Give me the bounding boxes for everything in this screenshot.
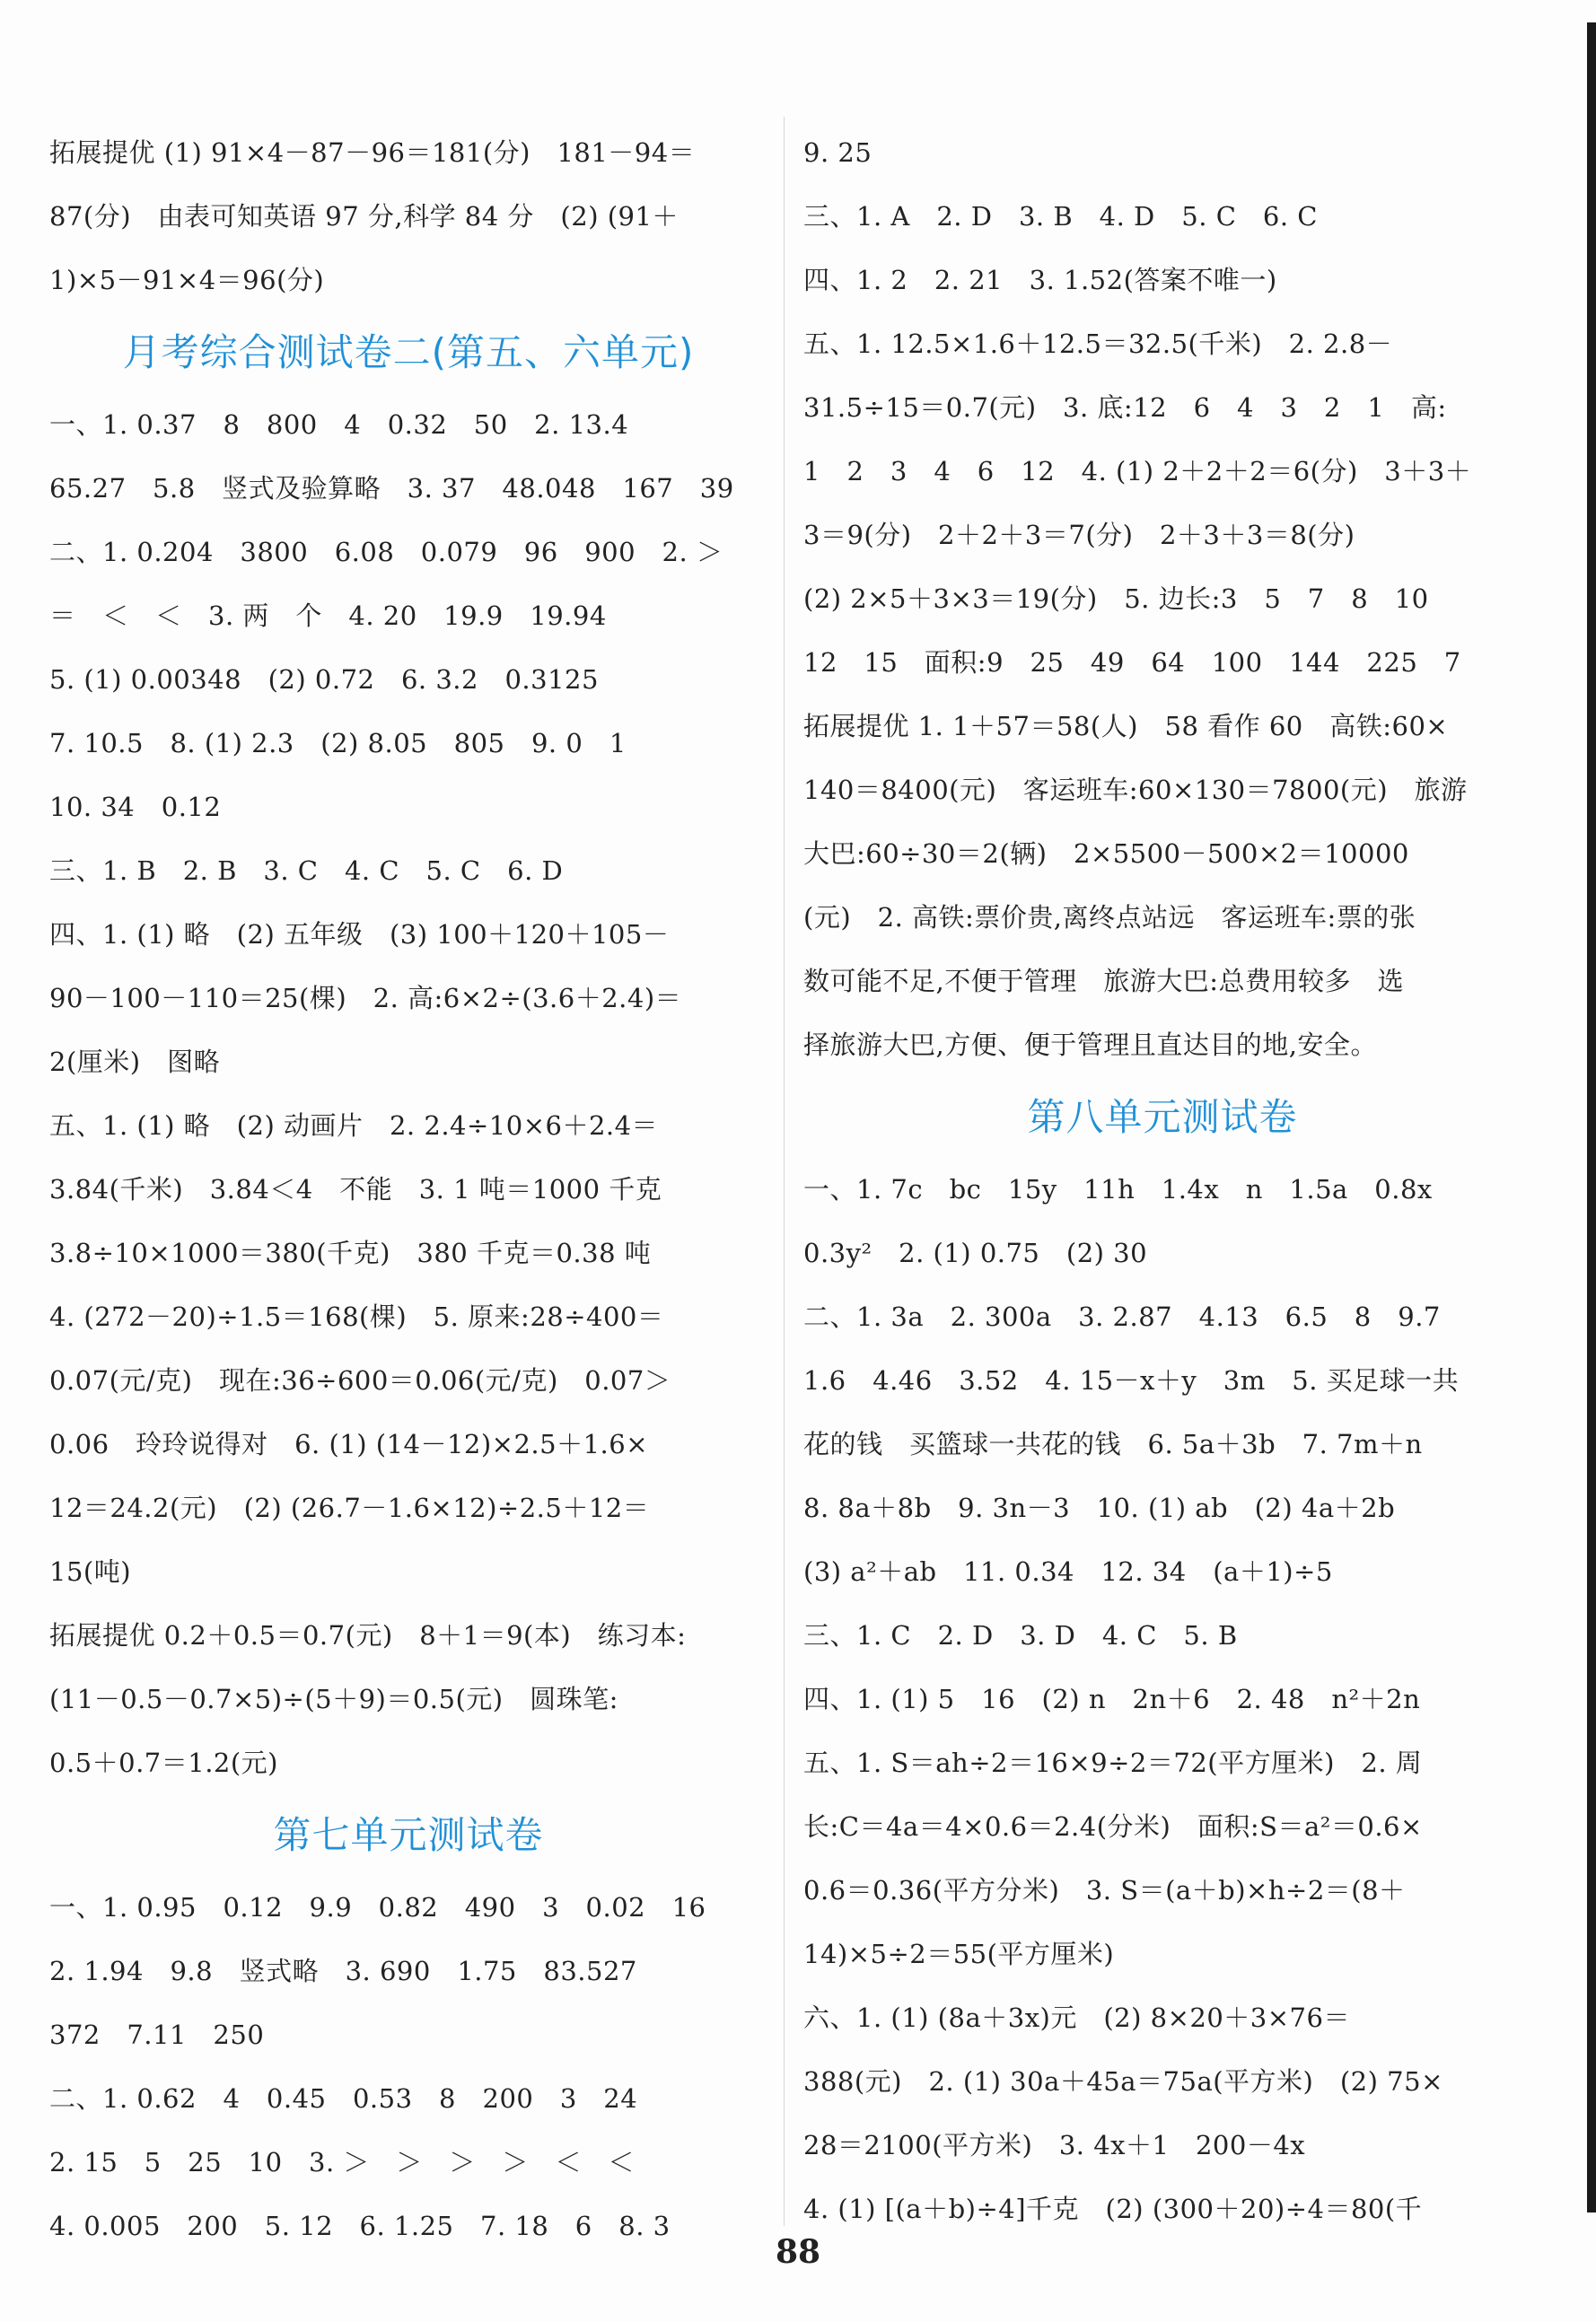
- section-title: 第八单元测试卷: [1027, 1095, 1298, 1139]
- answer-line: 拓展提优 0.2＋0.5＝0.7(元) 8＋1＝9(本) 练习本:: [49, 1620, 687, 1651]
- answer-line: 9. 25: [803, 137, 873, 168]
- answer-line: 31.5÷15＝0.7(元) 3. 底:12 6 4 3 2 1 高:: [803, 392, 1447, 423]
- answer-line: 0.07(元/克) 现在:36÷600＝0.06(元/克) 0.07＞: [49, 1365, 671, 1396]
- page-number: 88: [775, 2233, 821, 2271]
- right-column: [803, 121, 1521, 2241]
- answer-line: 一、1. 7c bc 15y 11h 1.4x n 1.5a 0.8x: [803, 1174, 1433, 1205]
- answer-line: 择旅游大巴,方便、便于管理且直达目的地,安全。: [803, 1030, 1377, 1060]
- answer-line: 四、1. (1) 5 16 (2) n 2n＋6 2. 48 n²＋2n: [803, 1684, 1421, 1714]
- answer-line: 3.8÷10×1000＝380(千克) 380 千克＝0.38 吨: [49, 1238, 652, 1268]
- answer-line: 六、1. (1) (8a＋3x)元 (2) 8×20＋3×76＝: [803, 2002, 1350, 2033]
- section-title: 第七单元测试卷: [273, 1813, 544, 1857]
- answer-line: 四、1. 2 2. 21 3. 1.52(答案不唯一): [803, 265, 1277, 295]
- answer-line: (元) 2. 高铁:票价贵,离终点站远 客运班车:票的张: [803, 902, 1416, 933]
- column-divider: [784, 117, 785, 2226]
- answer-line: 三、1. B 2. B 3. C 4. C 5. C 6. D: [49, 855, 564, 886]
- answer-line: 拓展提优 1. 1＋57＝58(人) 58 看作 60 高铁:60×: [803, 711, 1449, 741]
- answer-line: 0.06 玲玲说得对 6. (1) (14－12)×2.5＋1.6×: [49, 1429, 649, 1459]
- answer-line: 8. 8a＋8b 9. 3n－3 10. (1) ab (2) 4a＋2b: [803, 1493, 1396, 1523]
- answer-line: 五、1. (1) 略 (2) 动画片 2. 2.4÷10×6＋2.4＝: [49, 1110, 659, 1141]
- answer-line: 一、1. 0.95 0.12 9.9 0.82 490 3 0.02 16: [49, 1892, 706, 1923]
- answer-line: 二、1. 0.62 4 0.45 0.53 8 200 3 24: [49, 2083, 638, 2114]
- answer-line: 14)×5÷2＝55(平方厘米): [803, 1939, 1115, 1969]
- answer-line: 140＝8400(元) 客运班车:60×130＝7800(元) 旅游: [803, 775, 1468, 805]
- answer-line: 12＝24.2(元) (2) (26.7－1.6×12)÷2.5＋12＝: [49, 1493, 650, 1523]
- answer-line: 3.84(千米) 3.84＜4 不能 3. 1 吨＝1000 千克: [49, 1174, 662, 1205]
- answer-line: 五、1. 12.5×1.6＋12.5＝32.5(千米) 2. 2.8－: [803, 329, 1393, 359]
- answer-line: 4. 0.005 200 5. 12 6. 1.25 7. 18 6 8. 3: [49, 2211, 671, 2241]
- answer-line: 四、1. (1) 略 (2) 五年级 (3) 100＋120＋105－: [49, 919, 670, 950]
- answer-line: 1 2 3 4 6 12 4. (1) 2＋2＋2＝6(分) 3＋3＋: [803, 456, 1472, 486]
- answer-line: 二、1. 3a 2. 300a 3. 2.87 4.13 6.5 8 9.7: [803, 1301, 1441, 1332]
- answer-line: 五、1. S＝ah÷2＝16×9÷2＝72(平方厘米) 2. 周: [803, 1748, 1423, 1778]
- answer-line: 0.5＋0.7＝1.2(元): [49, 1748, 278, 1778]
- answer-line: 4. (272－20)÷1.5＝168(棵) 5. 原来:28÷400＝: [49, 1301, 664, 1332]
- answer-line: (11－0.5－0.7×5)÷(5＋9)＝0.5(元) 圆珠笔:: [49, 1684, 618, 1714]
- answer-line: 372 7.11 250: [49, 2020, 265, 2050]
- answer-line: 0.6＝0.36(平方分米) 3. S＝(a＋b)×h÷2＝(8＋: [803, 1875, 1406, 1906]
- answer-line: 28＝2100(平方米) 3. 4x＋1 200－4x: [803, 2130, 1306, 2160]
- answer-line: 3＝9(分) 2＋2＋3＝7(分) 2＋3＋3＝8(分): [803, 520, 1355, 550]
- answer-line: 三、1. A 2. D 3. B 4. D 5. C 6. C: [803, 201, 1318, 232]
- section-title: 月考综合测试卷二(第五、六单元): [122, 330, 695, 374]
- left-column: [49, 121, 767, 2258]
- answer-line: 4. (1) [(a＋b)÷4]千克 (2) (300＋20)÷4＝80(千: [803, 2194, 1423, 2224]
- answer-line: 大巴:60÷30＝2(辆) 2×5500－500×2＝10000: [803, 838, 1409, 869]
- answer-line: 二、1. 0.204 3800 6.08 0.079 96 900 2. ＞: [49, 537, 723, 567]
- answer-line: 一、1. 0.37 8 800 4 0.32 50 2. 13.4: [49, 409, 629, 440]
- binding-gutter: [0, 0, 27, 2322]
- answer-line: 2. 1.94 9.8 竖式略 3. 690 1.75 83.527: [49, 1956, 637, 1986]
- answer-line: 7. 10.5 8. (1) 2.3 (2) 8.05 805 9. 0 1: [49, 728, 627, 758]
- answer-line: 65.27 5.8 竖式及验算略 3. 37 48.048 167 39: [49, 473, 734, 504]
- answer-line: 1.6 4.46 3.52 4. 15－x＋y 3m 5. 买足球一共: [803, 1365, 1460, 1396]
- answer-line: ＝ ＜ ＜ 3. 两 个 4. 20 19.9 19.94: [49, 600, 607, 631]
- answer-line: 90－100－110＝25(棵) 2. 高:6×2÷(3.6＋2.4)＝: [49, 983, 682, 1013]
- answer-line: 2(厘米) 图略: [49, 1047, 221, 1077]
- answer-line: 0.3y² 2. (1) 0.75 (2) 30: [803, 1238, 1148, 1268]
- answer-line: 10. 34 0.12: [49, 792, 222, 822]
- answer-line: 87(分) 由表可知英语 97 分,科学 84 分 (2) (91＋: [49, 201, 679, 232]
- binding-edge: [1587, 22, 1596, 2212]
- answer-line: (3) a²＋ab 11. 0.34 12. 34 (a＋1)÷5: [803, 1556, 1333, 1587]
- answer-line: 2. 15 5 25 10 3. ＞ ＞ ＞ ＞ ＜ ＜: [49, 2147, 635, 2177]
- answer-line: 拓展提优 (1) 91×4－87－96＝181(分) 181－94＝: [49, 137, 696, 168]
- answer-line: 15(吨): [49, 1556, 132, 1587]
- answer-line: 5. (1) 0.00348 (2) 0.72 6. 3.2 0.3125: [49, 664, 599, 695]
- answer-line: 长:C＝4a＝4×0.6＝2.4(分米) 面积:S＝a²＝0.6×: [803, 1811, 1423, 1842]
- answer-line: 1)×5－91×4＝96(分): [49, 265, 325, 295]
- answer-line: 数可能不足,不便于管理 旅游大巴:总费用较多 选: [803, 966, 1404, 996]
- answer-line: 12 15 面积:9 25 49 64 100 144 225 7: [803, 647, 1461, 678]
- answer-line: 388(元) 2. (1) 30a＋45a＝75a(平方米) (2) 75×: [803, 2066, 1443, 2097]
- answer-line: (2) 2×5＋3×3＝19(分) 5. 边长:3 5 7 8 10: [803, 583, 1429, 614]
- answer-line: 三、1. C 2. D 3. D 4. C 5. B: [803, 1620, 1238, 1651]
- answer-line: 花的钱 买篮球一共花的钱 6. 5a＋3b 7. 7m＋n: [803, 1429, 1423, 1459]
